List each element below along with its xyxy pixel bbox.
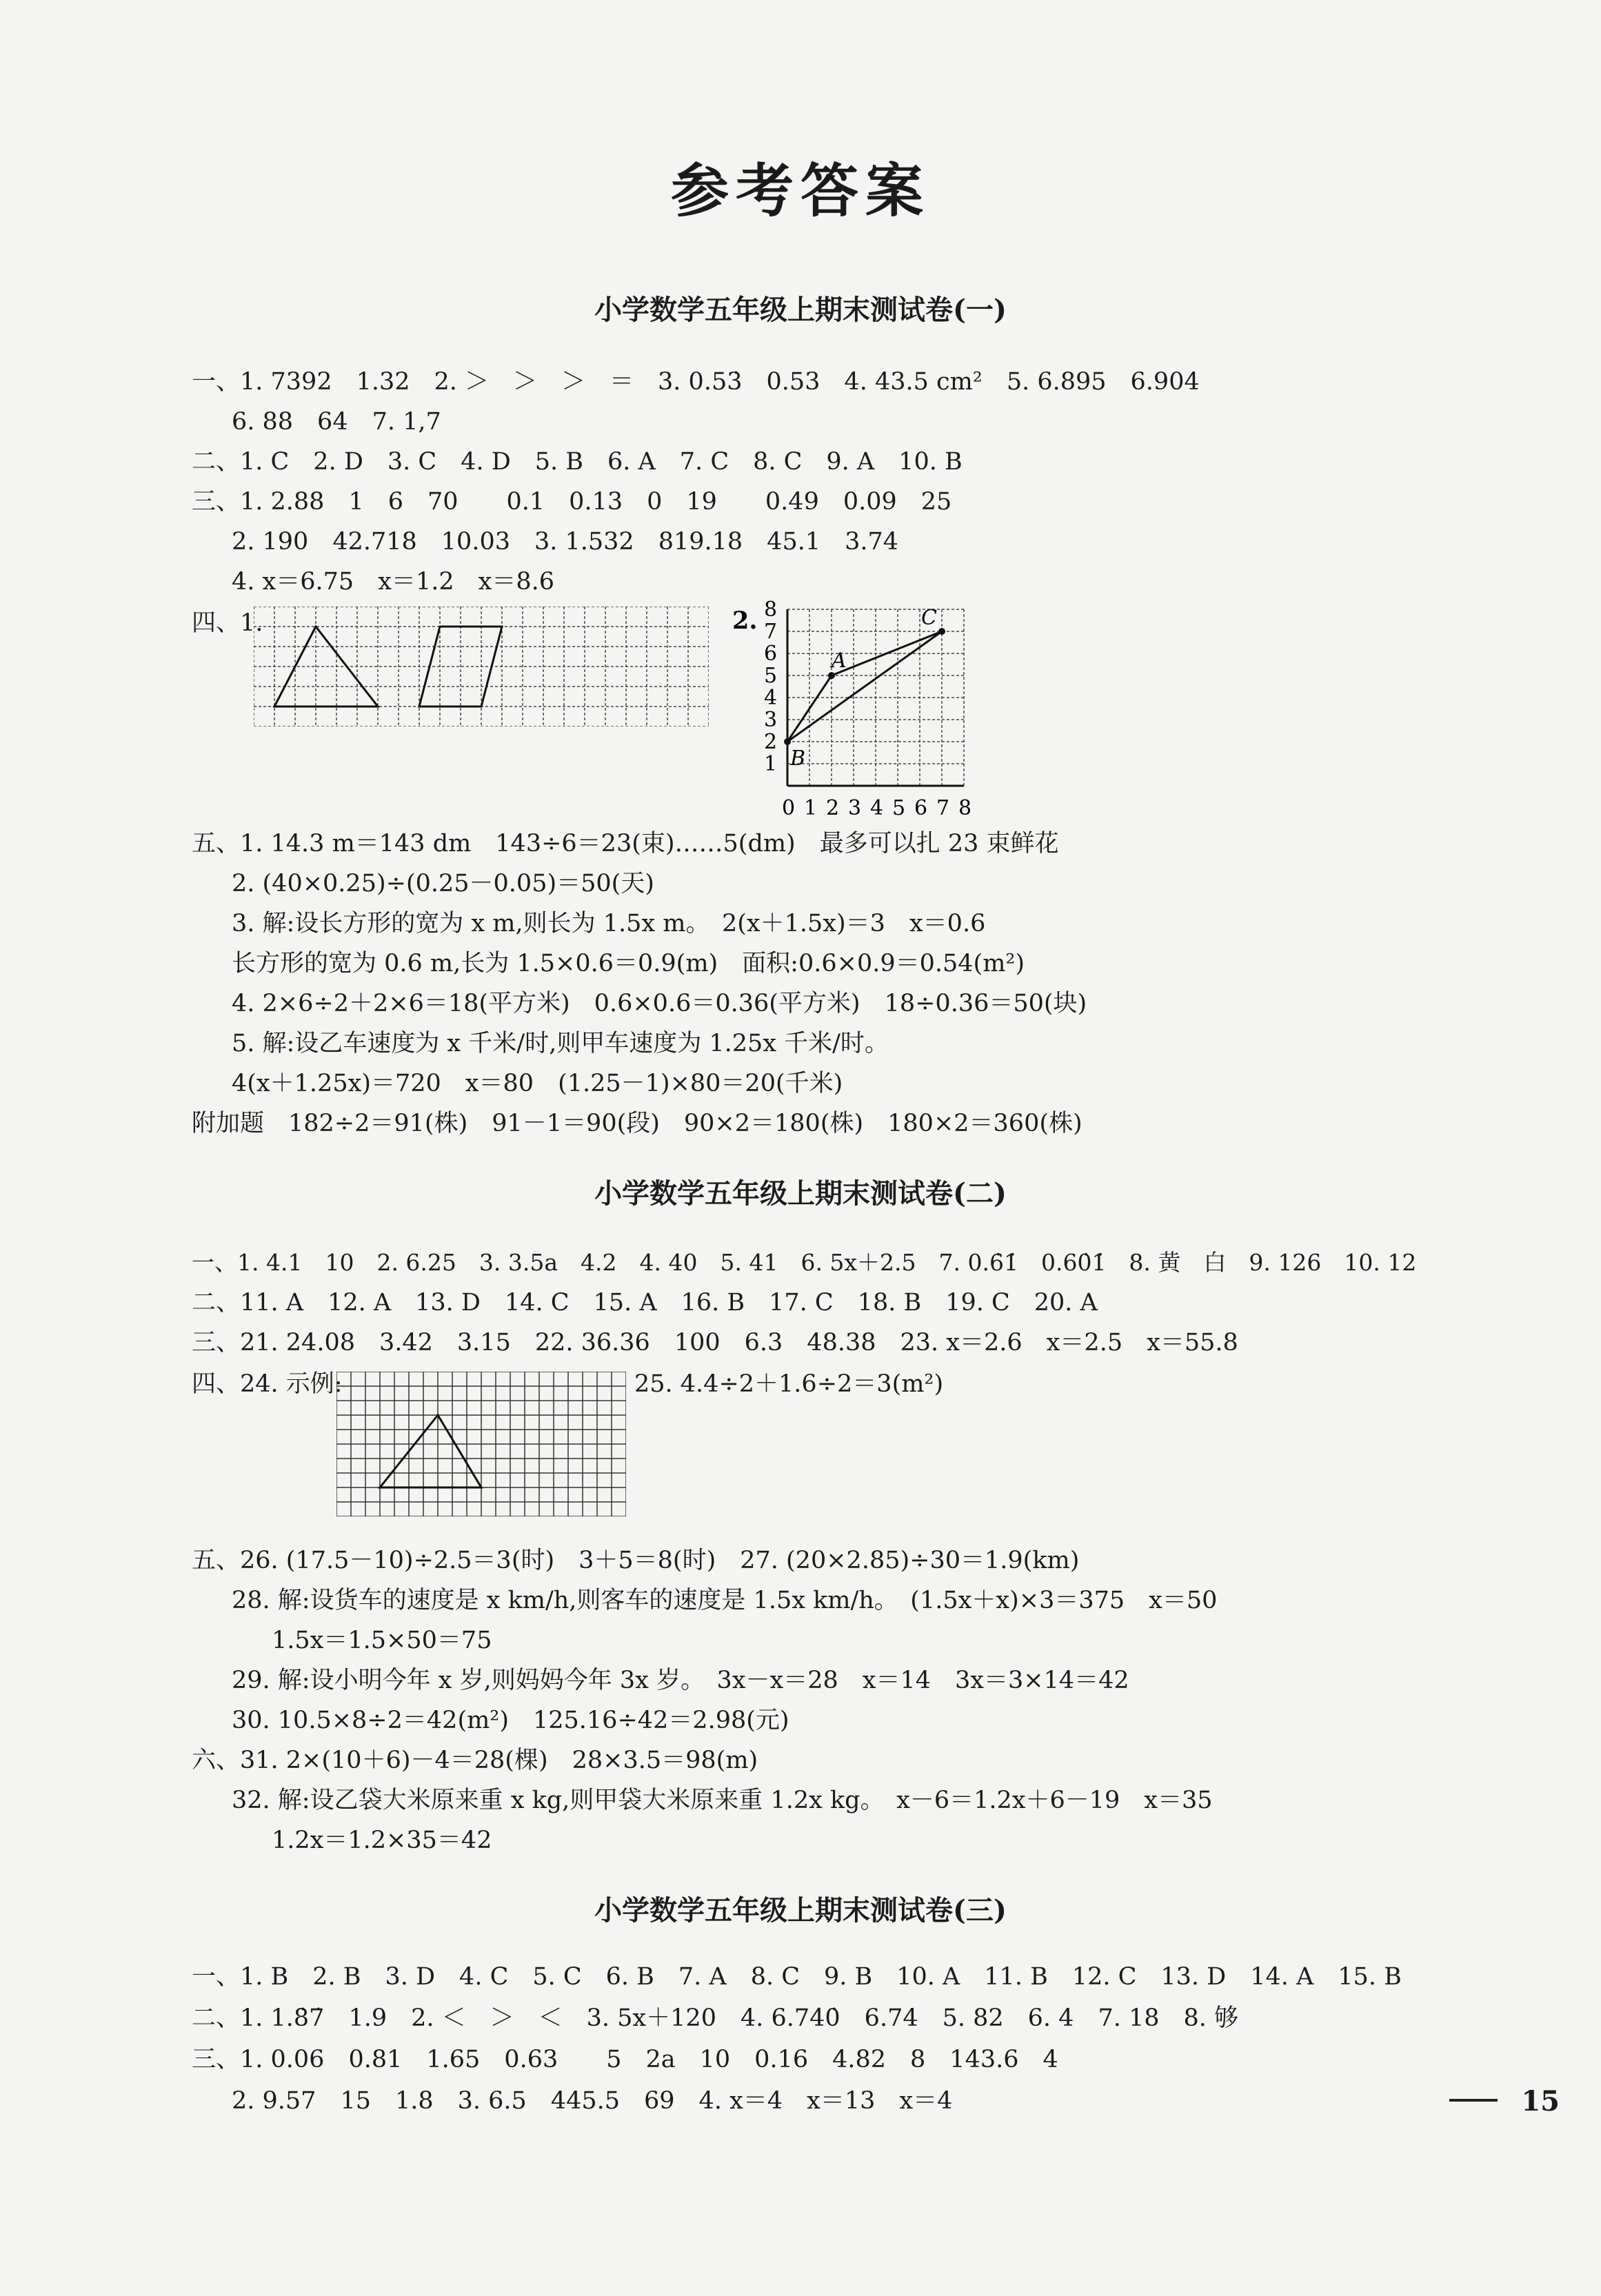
answer-line: 二、1. C 2. D 3. C 4. D 5. B 6. A 7. C 8. C 9. A 10. B [192,448,963,476]
answer-line: 一、1. 4.1 10 2. 6.25 3. 3.5a 4.2 4. 40 5. 41 6. 5x＋2.5 7. 0.6̇1̇ 0.60̇1̇ 8. 黄 白 9. 126 10. 12 [192,1249,1417,1276]
point-label-b: B [790,746,806,771]
page-number-dash [1449,2099,1498,2102]
section-heading-3: 小学数学五年级上期末测试卷(三) [594,1894,1007,1927]
answer-line: 28. 解:设货车的速度是 x km/h,则客车的速度是 1.5x km/h。 (1.5x＋x)×3＝375 x＝50 [232,1587,1218,1614]
answer-line: 二、1. 1.8̇7̇ 1.9 2. ＜ ＞ ＜ 3. 5x＋120 4. 6.74̇0̇ 6.74 5. 82 6. 4 7. 18 8. 够 [192,2004,1239,2032]
answer-line: 4(x＋1.25x)＝720 x＝80 (1.25－1)×80＝20(千米) [232,1070,843,1097]
y-tick-label: 8 [764,600,778,622]
answer-line: 32. 解:设乙袋大米原来重 x kg,则甲袋大米原来重 1.2x kg。 x－6＝1.2x＋6－19 x＝35 [232,1787,1213,1814]
answer-line: 五、26. (17.5－10)÷2.5＝3(时) 3＋5＝8(时) 27. (20×2.85)÷30＝1.9(km) [192,1547,1080,1574]
answer-line: 一、1. B 2. B 3. D 4. C 5. C 6. B 7. A 8. C 9. B 10. A 11. B 12. C 13. D 14. A 15. B [192,1963,1402,1991]
answer-line: 2. (40×0.25)÷(0.25－0.05)＝50(天) [232,870,654,897]
x-tick-label: 4 [870,796,884,820]
answer-line: 四、24. 示例: [192,1370,343,1398]
y-tick-label: 6 [764,642,778,666]
y-tick-label: 1 [764,752,778,776]
point-label-c: C [921,606,937,630]
answer-line: 4. x＝6.75 x＝1.2 x＝8.6 [232,568,554,596]
answer-line: 四、1. [192,609,263,637]
triangle-shape [380,1415,481,1487]
answer-line: 1.2x＝1.2×35＝42 [272,1827,492,1854]
y-tick-label: 3 [764,708,778,732]
answer-line: 3. 解:设长方形的宽为 x m,则长为 1.5x m。 2(x＋1.5x)＝3 x＝0.6 [232,910,986,937]
answer-line: 一、1. 7392 1.32 2. ＞ ＞ ＞ ＝ 3. 0.53̇ 0.53 4. 43.5 cm² 5. 6.895 6.904 [192,368,1200,396]
answer-line: 三、1. 2.88 1 6 70 0.1 0.13 0 19 0.49 0.09 25 [192,488,952,516]
x-tick-label: 8 [958,796,972,820]
answer-line: 4. 2×6÷2＋2×6＝18(平方米) 0.6×0.6＝0.36(平方米) 18÷0.36＝50(块) [232,990,1087,1017]
answer-line: 5. 解:设乙车速度为 x 千米/时,则甲车速度为 1.25x 千米/时。 [232,1030,889,1057]
x-tick-label: 7 [936,796,950,820]
triangle-abc [787,631,942,742]
answer-line: 29. 解:设小明今年 x 岁,则妈妈今年 3x 岁。 3x－x＝28 x＝14 3x＝3×14＝42 [232,1667,1129,1694]
coordinate-graph [732,600,974,827]
graph-label: 2. [732,607,758,635]
point-a [828,672,835,679]
page-number: 15 [1521,2085,1560,2117]
point-b [784,738,791,745]
answer-line: 25. 4.4÷2＋1.6÷2＝3(m²) [634,1370,944,1398]
answer-line: 六、31. 2×(10＋6)－4＝28(棵) 28×3.5＝98(m) [192,1747,758,1774]
x-tick-label: 6 [914,796,928,820]
section-heading-2: 小学数学五年级上期末测试卷(二) [594,1177,1007,1210]
x-tick-label: 0 [782,796,796,820]
point-c [938,628,945,635]
y-tick-label: 5 [764,664,778,688]
answer-line: 五、1. 14.3 m＝143 dm 143÷6＝23(束)……5(dm) 最多可以扎 23 束鲜花 [192,830,1059,857]
answer-line: 6. 88 64 7. 1,7 [232,408,441,436]
y-tick-label: 7 [764,620,778,644]
x-tick-label: 2 [826,796,840,820]
grid-figure-triangle [336,1372,626,1516]
x-tick-label: 5 [892,796,906,820]
y-tick-label: 2 [764,730,778,754]
answer-line: 1.5x＝1.5×50＝75 [272,1627,492,1654]
answer-line: 2. 190 42.718 10.03 3. 1.532 819.18 45.1 3.74 [232,528,899,556]
y-tick-label: 4 [764,686,778,710]
point-label-a: A [832,649,847,673]
grid-figure-shapes [254,607,709,727]
section-heading-1: 小学数学五年级上期末测试卷(一) [594,294,1007,326]
answer-line: 30. 10.5×8÷2＝42(m²) 125.16÷42＝2.98(元) [232,1707,789,1734]
answer-line: 三、1. 0.06 0.81 1.65 0.63 5 2a 10 0.16 4.82 8 143.6 4 [192,2046,1058,2073]
x-tick-label: 1 [804,796,818,820]
answer-line: 附加题 182÷2＝91(株) 91－1＝90(段) 90×2＝180(株) 180×2＝360(株) [192,1110,1083,1137]
x-tick-label: 3 [848,796,862,820]
page-title: 参考答案 [670,156,930,225]
answer-line: 2. 9.57 15 1.8 3. 6.5 445.5 69 4. x＝4 x＝13 x＝4 [232,2087,953,2115]
answer-line: 三、21. 24.08 3.42 3.15 22. 36.36 100 6.3 48.38 23. x＝2.6 x＝2.5 x＝55.8 [192,1329,1238,1357]
answer-line: 长方形的宽为 0.6 m,长为 1.5×0.6＝0.9(m) 面积:0.6×0.9＝0.54(m²) [232,950,1025,977]
answer-line: 二、11. A 12. A 13. D 14. C 15. A 16. B 17. C 18. B 19. C 20. A [192,1289,1098,1317]
